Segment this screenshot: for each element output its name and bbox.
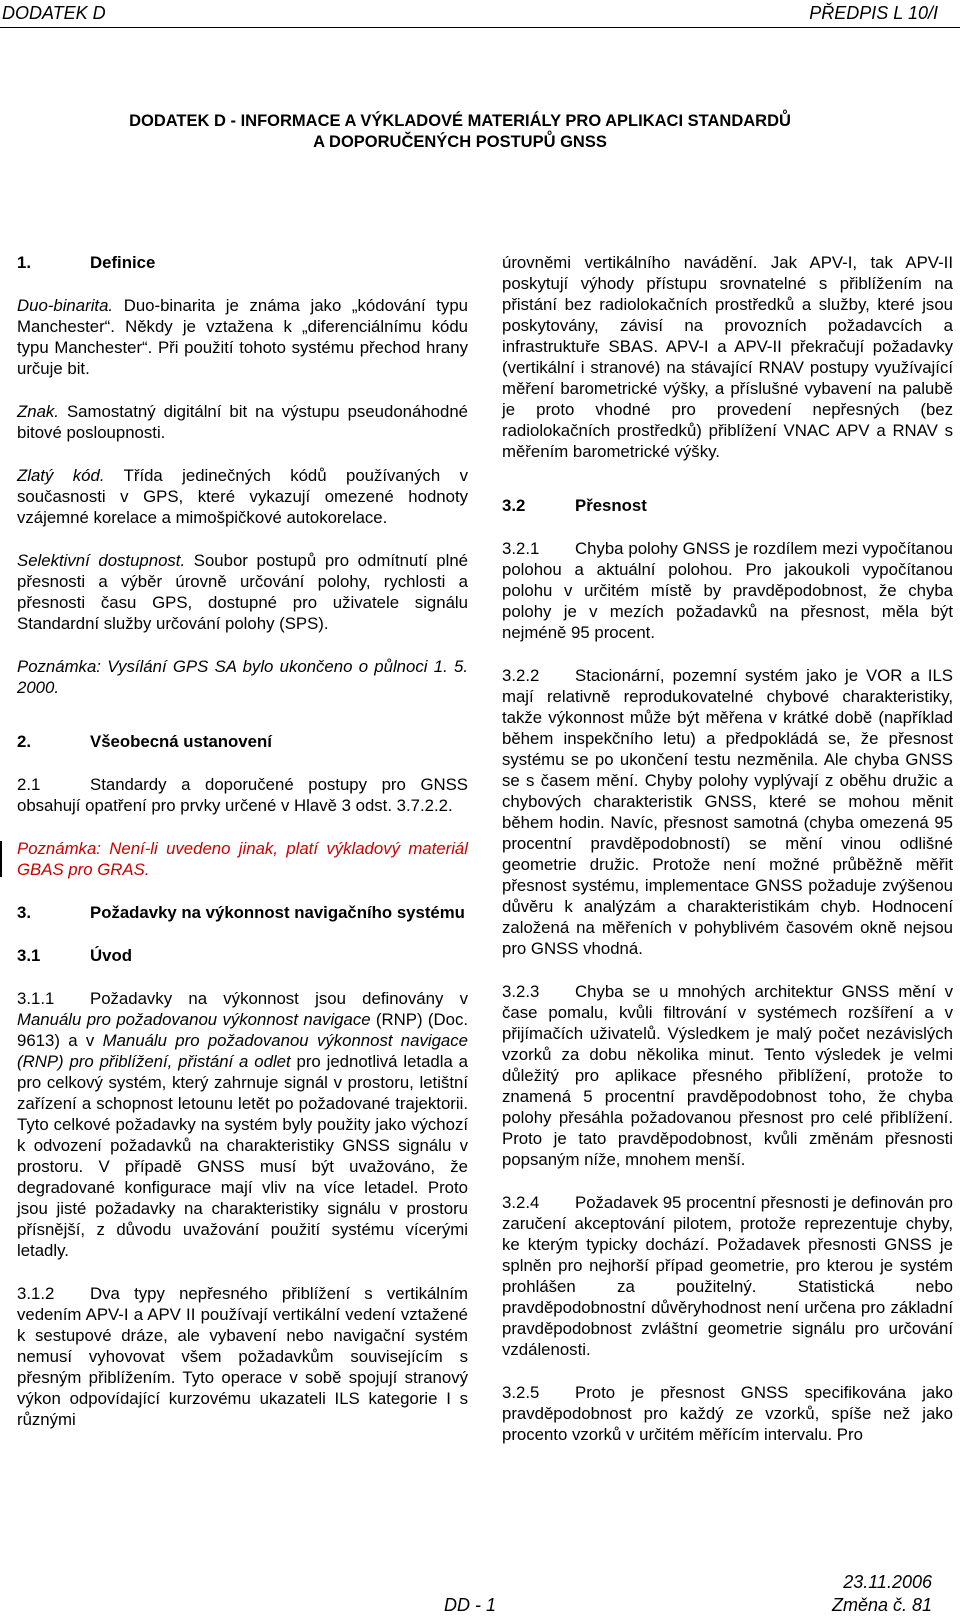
section-title: Definice [90, 253, 156, 272]
paragraph-text: Standardy a doporučené postupy pro GNSS obsahují opatření pro prvky určené v Hlavě 3 odst. 3.7.2.2. [17, 775, 468, 815]
section-number: 1. [17, 253, 31, 272]
section-title: Úvod [90, 946, 132, 965]
section-title: Požadavky na výkonnost navigačního systému [90, 903, 465, 922]
paragraph-text: Chyba se u mnohých architektur GNSS mění v čase pomalu, kvůli filtrování v systémech rozšíření a v přijímačích uživatelů. Výsledkem je malý počet nezávislých vzorků za dobu několika minut. Tento výsledek je velmi důležitý pro aplikace přesného přiblížení, protože to znamená 5 procentní pravděpodobnost toho, že chyba polohy přesáhla požadovanou přesnost pro celé přiblížení. Proto je tato pravděpodobnost, kvůli změnám přesnosti popsaným níže, mnohem menší. [502, 982, 953, 1169]
paragraph-number: 3.1.1 [17, 989, 55, 1008]
footer-page-number: DD - 1 [444, 1595, 497, 1615]
section-3-heading [17, 902, 468, 923]
definition-term: Duo-binarita. [17, 296, 114, 315]
paragraph-number: 3.2.5 [502, 1383, 540, 1402]
definition-gold-code [17, 465, 468, 528]
definition-text: Duo-binarita je známa jako „kódování typu Manchester“. Někdy je vztažena k „diferenciálnímu kódu typu Manchester“. Při použití tohoto systému přechod hrany určuje bit. [17, 296, 468, 378]
section-1-heading [17, 252, 468, 273]
paragraph-text: Dva typy nepřesného přiblížení s vertikálním vedením APV-I a APV II používají vertikální vedení vztažené k sestupové dráze, ale vybavení nebo navigační systém nemusí vyhovovat všem požadavkům souvisejícím s přesným přiblížením. Tyto operace v sobě spojují stranový výkon odpovídající kurzovému ukazateli ILS kategorie I s různými [17, 1284, 468, 1429]
footer-date: 23.11.2006 [843, 1572, 932, 1592]
paragraph-text: Požadavky na výkonnost jsou definovány v [90, 989, 468, 1008]
title-line-1: DODATEK D - INFORMACE A VÝKLADOVÉ MATERIÁLY PRO APLIKACI STANDARDŮ [129, 112, 791, 130]
paragraph-3-1-1 [17, 988, 468, 1261]
paragraph-3-1-2-continued: úrovněmi vertikálního navádění. Jak APV-I, tak APV-II poskytují výhody přístupu srovnatelné s přiblížením na přistání bez radiolokačních prostředků a služby, které jsou poskytovány, závisí na provozních požadavcích a infrastruktuře SBAS. APV-I a APV-II překračují požadavky (vertikální i stranové) na stávající RNAV postupy využívající měření barometrické výšky, a příslušné vybavení na palubě je proto vhodné pro provedení nepřesných (bez radiolokačních prostředků) přiblížení VNAC APV a RNAV s měřením barometrické výšky. [502, 253, 953, 461]
section-title: Všeobecná ustanovení [90, 732, 272, 751]
header-left: DODATEK D [2, 3, 106, 23]
footer-amendment: Změna č. 81 [831, 1595, 932, 1615]
title-line-2: A DOPORUČENÝCH POSTUPŮ GNSS [313, 133, 607, 151]
definition-duo-binarity [17, 295, 468, 379]
paragraph-3-1-2 [17, 1283, 468, 1430]
paragraph-3-2-3 [502, 981, 953, 1170]
section-title: Přesnost [575, 496, 647, 515]
paragraph-number: 3.2.4 [502, 1193, 540, 1212]
paragraph-text: Stacionární, pozemní systém jako je VOR a ILS mají relativně reprodukovatelné chybové charakteristiky, takže výkonnost může být měřena v krátké době (například během inspekčního letu) a předpokládá se, že přesnost systému se po ukončení testu nezměnila. Ale chyba GNSS se s časem mění. Chyby polohy vyplývají z oběhu družic a chybových charakteristik GNSS, které se mohou měnit během hodin. Navíc, přesnost samotná (chyba omezená 95 procentní pravděpodobností) se mění vinou odlišné geometrie družic. Protože není možné průběžně měřit přesnost systému, implementace GNSS požaduje zvýšenou důvěru k analýzám a charakteristikám chyb. Hodnocení založená na měřeních v pohyblivém časovém okně nejsou pro GNSS vhodná. [502, 666, 953, 958]
note-gps-sa: Poznámka: Vysílání GPS SA bylo ukončeno o půlnoci 1. 5. 2000. [17, 657, 468, 697]
paragraph-number: 3.2.2 [502, 666, 540, 685]
manual-title: Manuálu pro požadovanou výkonnost navigace [17, 1010, 371, 1029]
definition-term: Selektivní dostupnost. [17, 551, 186, 570]
paragraph-3-2-5 [502, 1382, 953, 1445]
header-right: PŘEDPIS L 10/I [809, 3, 938, 23]
section-number: 3. [17, 903, 31, 922]
paragraph-text: Požadavek 95 procentní přesnosti je definován pro zaručení akceptování pilotem, protože reprezentuje chyby, ke kterým typicky dochází. Požadavek přesnosti GNSS je splněn pro nejhorší případ geometrie, pro kterou je systém prohlášen za použitelný. Statistická nebo pravděpodobnostní důvěryhodnost není určena pro základní pravděpodobnost zvláštní geometrie signálu pro určování vzdálenosti. [502, 1193, 953, 1359]
paragraph-2-1 [17, 774, 468, 816]
paragraph-number: 3.2.1 [502, 539, 540, 558]
paragraph-number: 3.2.3 [502, 982, 540, 1001]
paragraph-3-2-1 [502, 538, 953, 643]
definition-selective-availability [17, 550, 468, 634]
paragraph-number: 2.1 [17, 775, 41, 794]
definition-text: Třída jedinečných kódů používaných v současnosti v GPS, které vykazují omezené hodnoty vzájemné korelace a mimošpičkové autokorelace. [17, 466, 469, 527]
section-number: 3.1 [17, 946, 41, 965]
section-2-heading [17, 731, 468, 752]
paragraph-text: pro jednotlivá letadla a pro celkový systém, který zahrnuje signál v prostoru, letištní zařízení a schopnost letounu letět po požadované trajektorii. Tyto celkové požadavky na systém byly použity jako výchozí k odvození požadavků na charakteristiky GNSS signálu v prostoru. V případě GNSS musí být uvažováno, že degradované konfigurace mají vliv na více letadel. Proto jsou jisté požadavky na charakteristiky signálu v prostoru přísnější, z důvodu uvažování použití systému vícerými letadly. [17, 1052, 468, 1260]
section-3-2-heading [502, 495, 953, 516]
definition-term: Znak. [17, 402, 59, 421]
paragraph-3-2-2 [502, 665, 953, 959]
definition-chip [17, 401, 468, 443]
definition-text: Soubor postupů pro odmítnutí plné přesnosti a výběr úrovně určování polohy, rychlosti a přesnosti času GPS, dostupné pro uživatele signálu Standardní služby určování polohy (SPS). [17, 551, 468, 633]
definition-text: Samostatný digitální bit na výstupu pseudonáhodné bitové posloupnosti. [17, 402, 468, 442]
note-gbas-gras: Poznámka: Není-li uvedeno jinak, platí výkladový materiál GBAS pro GRAS. [17, 839, 468, 879]
section-3-1-heading [17, 945, 468, 966]
paragraph-text: Chyba polohy GNSS je rozdílem mezi vypočítanou polohou a aktuální polohou. Pro jakoukoli vypočítanou polohu v určitém místě by pravděpodobnost, že chyba polohy je v mezích požadavků na přesnost, měla být nejméně 95 procent. [502, 539, 953, 642]
document-title [60, 111, 860, 153]
paragraph-3-2-4 [502, 1192, 953, 1360]
paragraph-text: Proto je přesnost GNSS specifikována jako pravděpodobnost pro každý ze vzorků, spíše než jako procento vzorků v určitém měřícím intervalu. Pro [502, 1383, 953, 1444]
section-number: 2. [17, 732, 31, 751]
paragraph-text: (RNP) (Doc. 9613) a v [17, 1010, 468, 1050]
right-column [502, 252, 953, 1467]
paragraph-number: 3.1.2 [17, 1284, 55, 1303]
page-header [0, 0, 960, 28]
section-number: 3.2 [502, 496, 526, 515]
left-column [17, 252, 468, 1452]
manual-title: Manuálu pro požadovanou výkonnost navigace (RNP) pro přiblížení, přistání a odlet [17, 1031, 468, 1071]
definition-term: Zlatý kód. [17, 466, 105, 485]
